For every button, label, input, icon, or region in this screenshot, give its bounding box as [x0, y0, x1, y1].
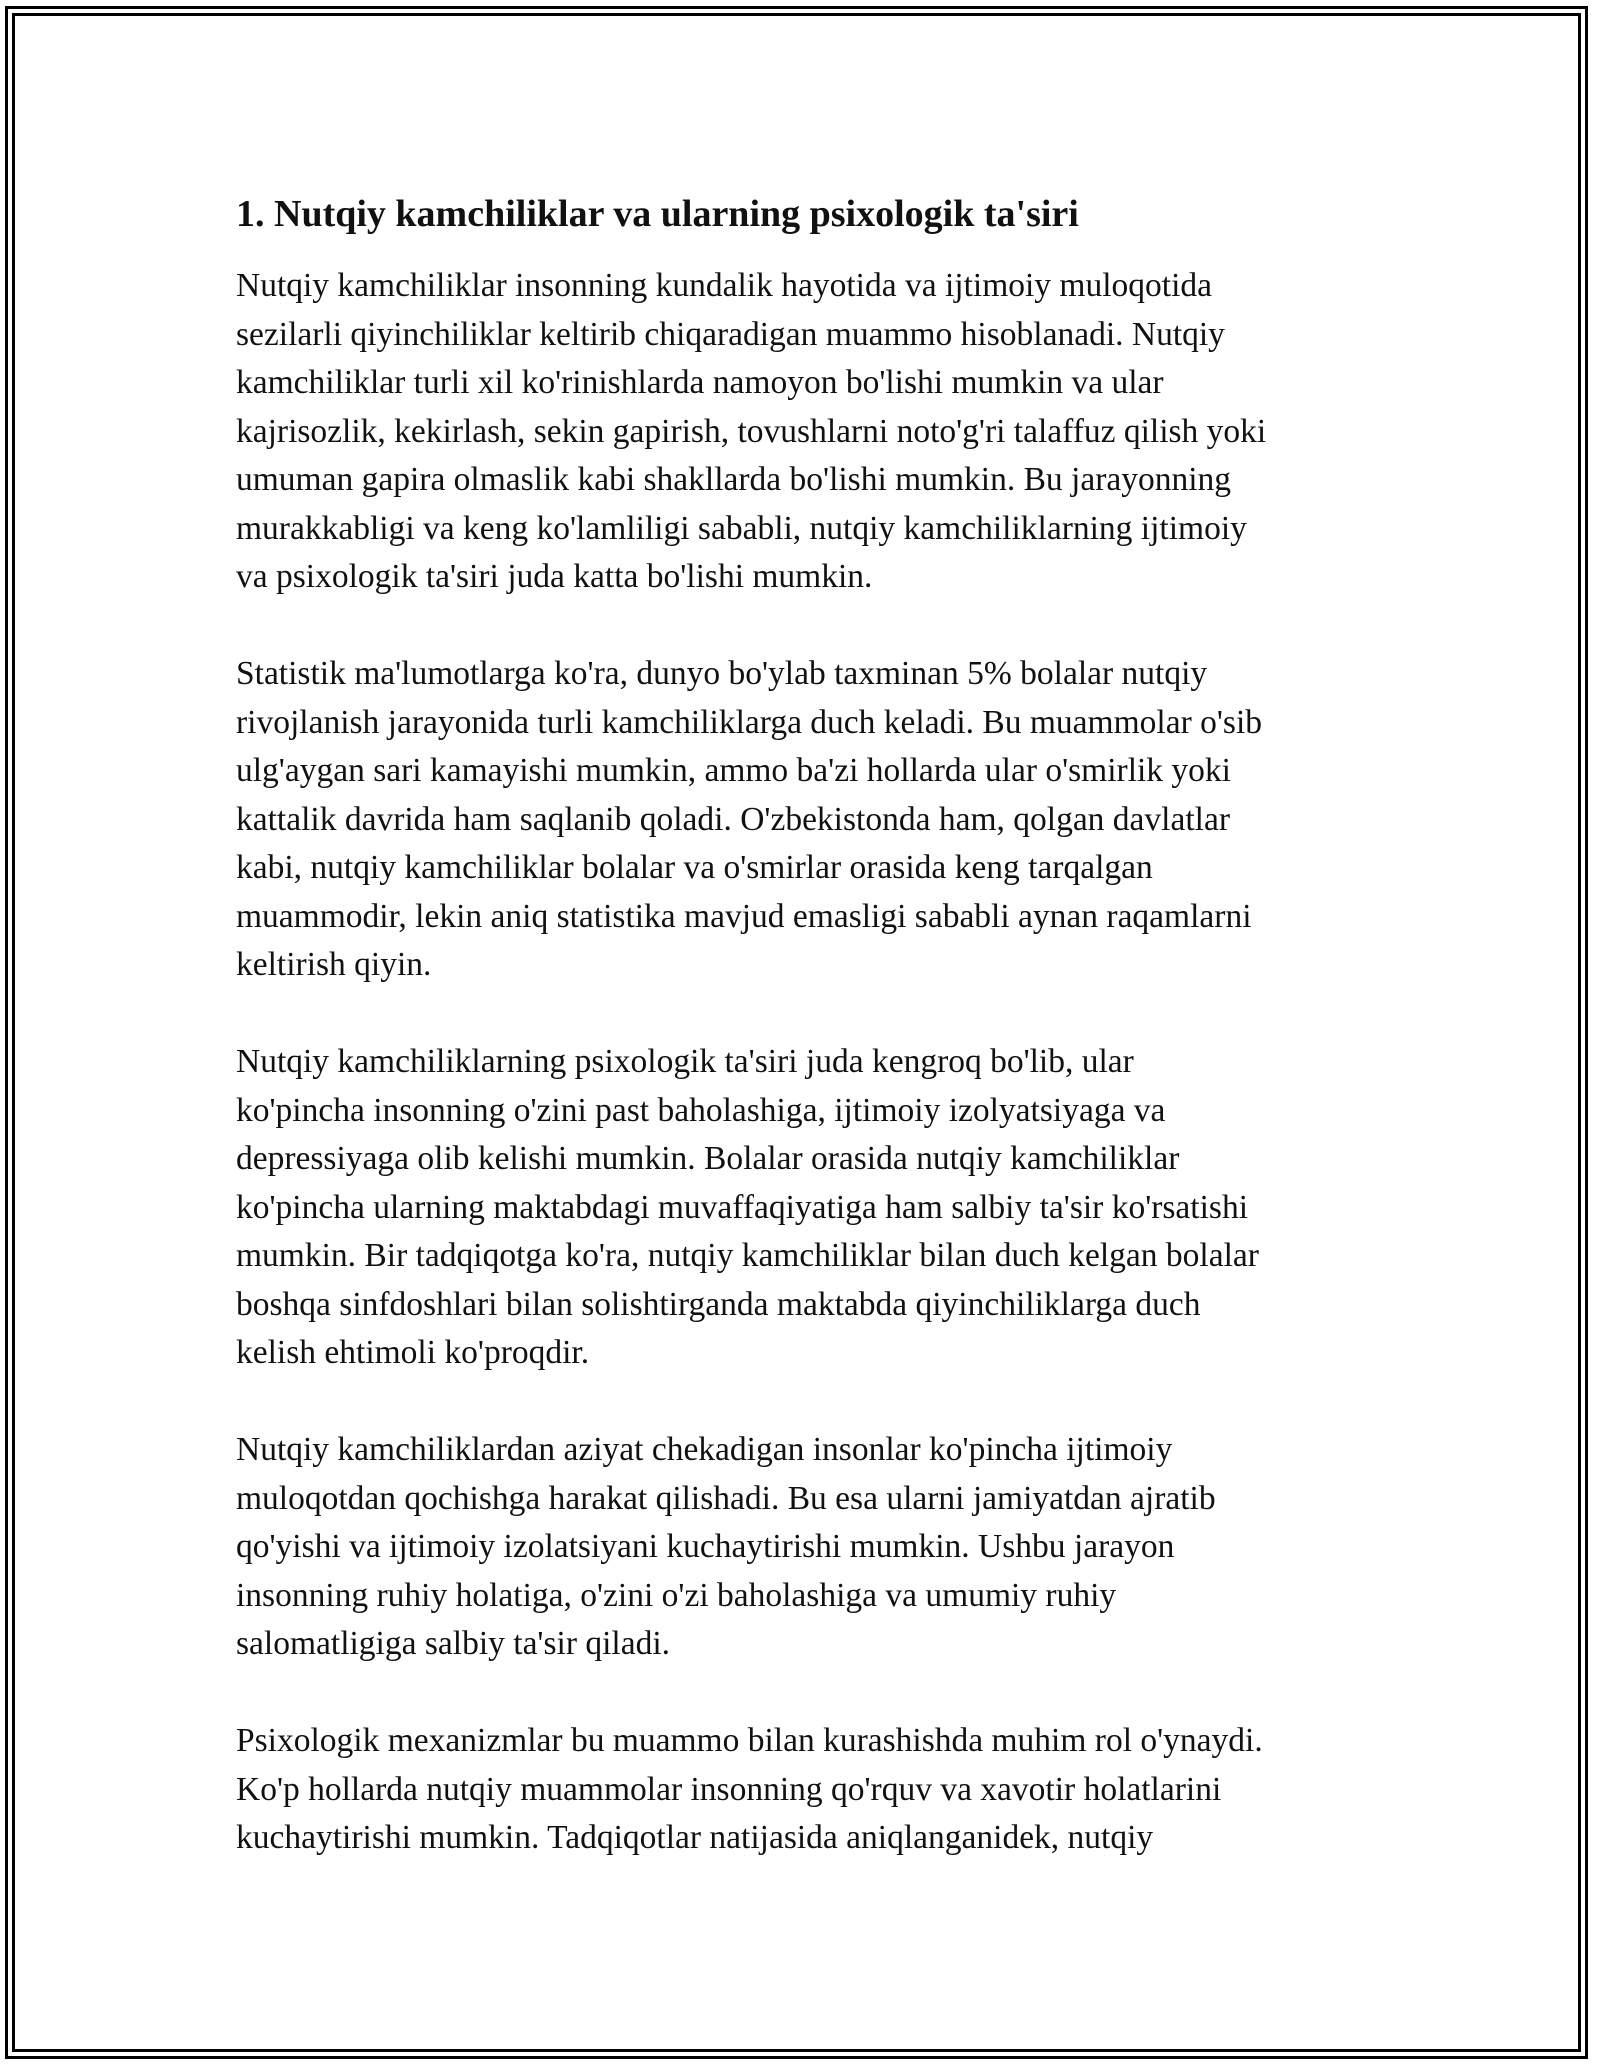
text-line: Nutqiy kamchiliklar insonning kundalik hayotida va ijtimoiy muloqotida	[236, 267, 1213, 304]
text-line: qo'yishi va ijtimoiy izolatsiyani kuchaytirishi mumkin. Ushbu jarayon	[236, 1528, 1175, 1565]
text-line: Psixologik mexanizmlar bu muammo bilan kurashishda muhim rol o'ynaydi.	[236, 1722, 1263, 1759]
text-line: kamchiliklar turli xil ko'rinishlarda namoyon bo'lishi mumkin va ular	[236, 364, 1164, 401]
paragraph	[236, 1426, 1386, 1669]
paragraph	[236, 262, 1386, 602]
document-body	[236, 188, 1386, 1911]
section-heading: 1. Nutqiy kamchiliklar va ularning psixologik ta'siri	[236, 193, 1079, 235]
text-line: va psixologik ta'siri juda katta bo'lishi mumkin.	[236, 558, 873, 595]
text-line: kabi, nutqiy kamchiliklar bolalar va o'smirlar orasida keng tarqalgan	[236, 849, 1153, 886]
text-line: Nutqiy kamchiliklarning psixologik ta'siri juda kengroq bo'lib, ular	[236, 1043, 1134, 1080]
text-line: kelish ehtimoli ko'proqdir.	[236, 1334, 590, 1371]
paragraph	[236, 650, 1386, 990]
text-line: ulg'aygan sari kamayishi mumkin, ammo ba'zi hollarda ular o'smirlik yoki	[236, 752, 1231, 789]
paragraph	[236, 1717, 1386, 1863]
text-line: depressiyaga olib kelishi mumkin. Bolalar orasida nutqiy kamchiliklar	[236, 1140, 1180, 1177]
text-line: mumkin. Bir tadqiqotga ko'ra, nutqiy kamchiliklar bilan duch kelgan bolalar	[236, 1237, 1259, 1274]
text-line: ko'pincha ularning maktabdagi muvaffaqiyatiga ham salbiy ta'sir ko'rsatishi	[236, 1188, 1249, 1226]
text-line: kattalik davrida ham saqlanib qoladi. O'zbekistonda ham, qolgan davlatlar	[236, 800, 1230, 838]
text-line: kuchaytirishi mumkin. Tadqiqotlar natijasida aniqlanganidek, nutqiy	[236, 1819, 1154, 1856]
text-line: murakkabligi va keng ko'lamliligi sababli, nutqiy kamchiliklarning ijtimoiy	[236, 509, 1247, 547]
text-line: salomatligiga salbiy ta'sir qiladi.	[236, 1625, 671, 1662]
text-line: Ko'p hollarda nutqiy muammolar insonning qo'rquv va xavotir holatlarini	[236, 1770, 1222, 1808]
text-line: boshqa sinfdoshlari bilan solishtirganda maktabda qiyinchiliklarga duch	[236, 1285, 1201, 1323]
text-line: insonning ruhiy holatiga, o'zini o'zi baholashiga va umumiy ruhiy	[236, 1576, 1117, 1614]
text-line: muloqotdan qochishga harakat qilishadi. Bu esa ularni jamiyatdan ajratib	[236, 1479, 1216, 1517]
paragraph	[236, 1038, 1386, 1378]
text-line: Nutqiy kamchiliklardan aziyat chekadigan insonlar ko'pincha ijtimoiy	[236, 1431, 1173, 1468]
text-line: keltirish qiyin.	[236, 946, 432, 983]
text-line: rivojlanish jarayonida turli kamchiliklarga duch keladi. Bu muammolar o'sib	[236, 703, 1263, 741]
paragraph-container	[236, 262, 1386, 1863]
text-line: kajrisozlik, kekirlash, sekin gapirish, tovushlarni noto'g'ri talaffuz qilish yoki	[236, 412, 1267, 450]
text-line: muammodir, lekin aniq statistika mavjud emasligi sababli aynan raqamlarni	[236, 897, 1252, 935]
text-line: sezilarli qiyinchiliklar keltirib chiqaradigan muammo hisoblanadi. Nutqiy	[236, 315, 1225, 353]
text-line: umuman gapira olmaslik kabi shakllarda bo'lishi mumkin. Bu jarayonning	[236, 461, 1232, 498]
text-line: Statistik ma'lumotlarga ko'ra, dunyo bo'ylab taxminan 5% bolalar nutqiy	[236, 655, 1208, 692]
text-line: ko'pincha insonning o'zini past baholashiga, ijtimoiy izolyatsiyaga va	[236, 1091, 1166, 1129]
